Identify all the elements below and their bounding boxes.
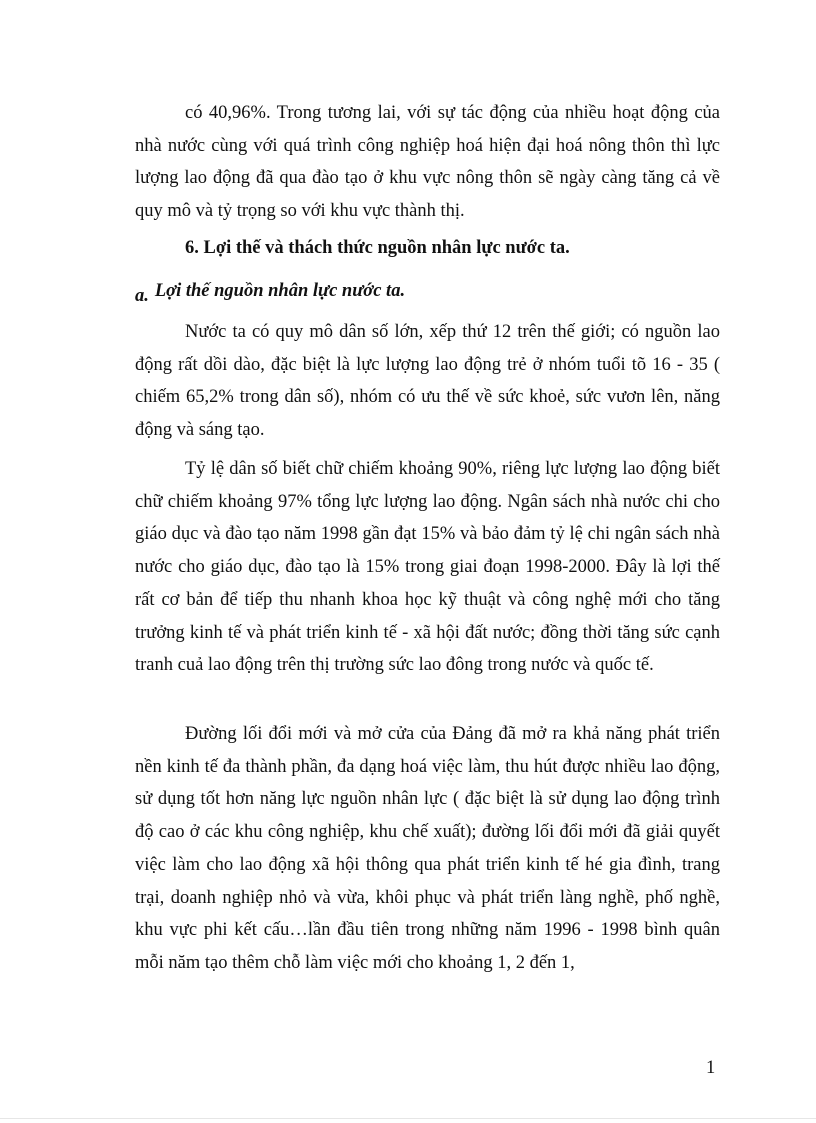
subsection-marker: a. (135, 286, 149, 306)
subsection-heading-text: Lợi thế nguồn nhân lực nước ta. (154, 281, 406, 301)
paragraph-4: Đường lối đổi mới và mở cửa của Đảng đã mở ra khả năng phát triển nền kinh tế đa thành phần, đa dạng hoá việc làm, thu hút được nhiều lao động, sử dụng tốt hơn năng lực nguồn nhân lực ( đặc biệt là sử dụng lao động trình độ cao ở các khu công nghiệp, khu chế xuất); đường lối đổi mới đã giải quyết việc làm cho lao động xã hội thông qua phát triển kinh tế hé gia đình, trang trại, doanh nghiệp nhỏ và vừa, khôi phục và phát triển làng nghề, phố nghề, khu vực phi kết cấu…lần đầu tiên trong những năm 1996 - 1998 bình quân mỗi năm tạo thêm chỗ làm việc mới cho khoảng 1, 2 đến 1, (135, 724, 720, 973)
paragraph-3: Tỷ lệ dân số biết chữ chiếm khoảng 90%, riêng lực lượng lao động biết chữ chiếm khoảng 97% tổng lực lượng lao động. Ngân sách nhà nước chi cho giáo dục và đào tạo năm 1998 gần đạt 15% và bảo đảm tỷ lệ chi ngân sách nhà nước cho giáo dục, đào tạo là 15% trong giai đoạn 1998-2000. Đây là lợi thế rất cơ bản để tiếp thu nhanh khoa học kỹ thuật và công nghệ mới cho tăng trưởng kinh tế và phát triển kinh tế - xã hội đất nước; đồng thời tăng sức cạnh tranh cuả lao động trên thị trường sức lao đông trong nước và quốc tế. (135, 459, 720, 676)
paragraph-2: Nước ta có quy mô dân số lớn, xếp thứ 12 trên thế giới; có nguồn lao động rất dồi dào, đặc biệt là lực lượng lao động trẻ ở nhóm tuổi tõ 16 - 35 ( chiếm 65,2% trong dân số), nhóm có ưu thế về sức khoẻ, sức vươn lên, năng động và sáng tạo. (135, 322, 720, 441)
page-number: 1 (706, 1058, 716, 1078)
page-bottom-edge (0, 1118, 816, 1119)
subsection-heading-a (135, 281, 405, 307)
section-heading-6: 6. Lợi thế và thách thức nguồn nhân lực nước ta. (185, 238, 570, 258)
paragraph-1: có 40,96%. Trong tương lai, với sự tác động của nhiều hoạt động của nhà nước cùng với quá trình công nghiệp hoá hiện đại hoá nông thôn thì lực lượng lao động đã qua đào tạo ở khu vực nông thôn sẽ ngày càng tăng cả về quy mô và tỷ trọng so với khu vực thành thị. (135, 103, 720, 222)
